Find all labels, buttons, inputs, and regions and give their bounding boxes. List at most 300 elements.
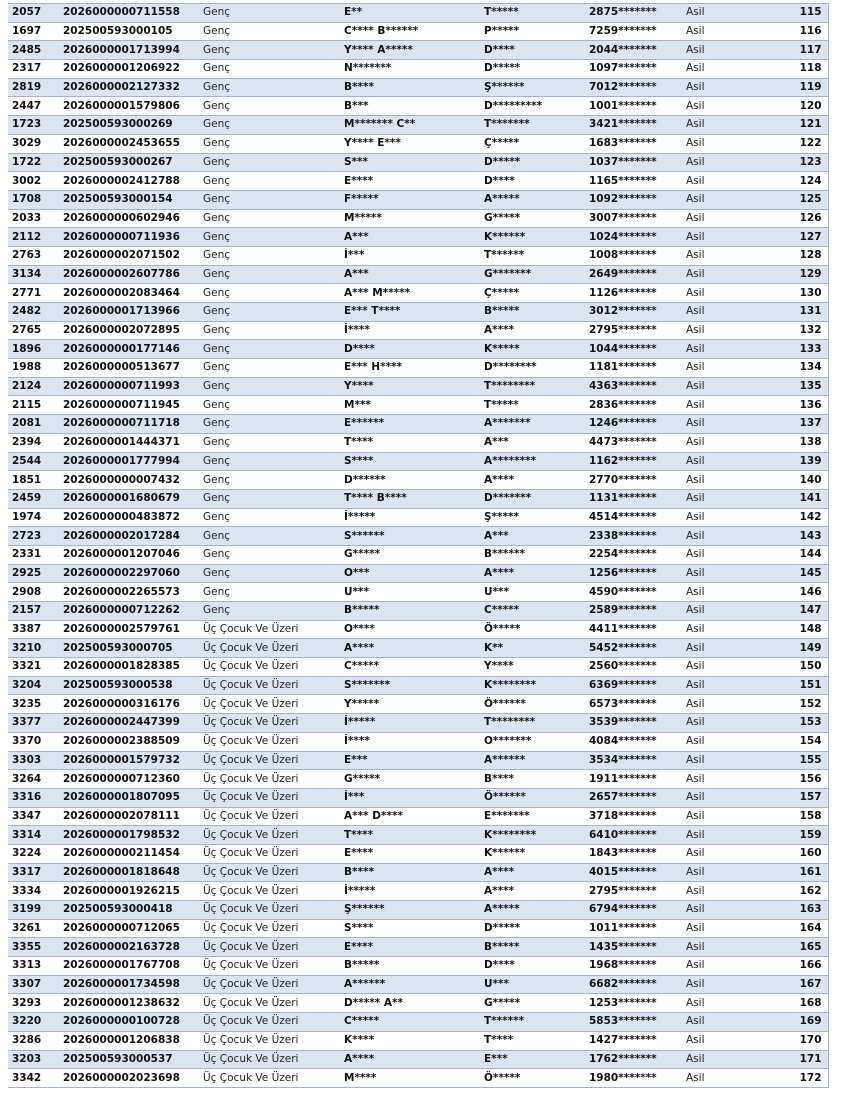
last-name-cell: Ö****** — [480, 695, 585, 714]
application-number-cell: 202500593000269 — [59, 116, 199, 135]
first-name-cell: E*** — [340, 751, 480, 770]
masked-id-cell: 6794******* — [585, 901, 682, 920]
rank-cell: 168 — [792, 994, 828, 1013]
masked-id-cell: 2560******* — [585, 658, 682, 677]
status-cell: Asil — [682, 97, 792, 116]
first-name-cell: A**** — [340, 639, 480, 658]
masked-id-cell: 1968******* — [585, 957, 682, 976]
application-number-cell: 2026000000211454 — [59, 844, 199, 863]
rank-cell: 157 — [792, 788, 828, 807]
rank-cell: 124 — [792, 172, 828, 191]
masked-id-cell: 6410******* — [585, 826, 682, 845]
rank-cell: 151 — [792, 676, 828, 695]
first-name-cell: İ***** — [340, 714, 480, 733]
applicant-id-cell: 1722 — [8, 153, 59, 172]
category-cell: Genç — [199, 340, 340, 359]
application-number-cell: 2026000001680679 — [59, 489, 199, 508]
masked-id-cell: 2795******* — [585, 882, 682, 901]
category-cell: Genç — [199, 284, 340, 303]
table-row — [8, 359, 828, 378]
first-name-cell: M*** — [340, 396, 480, 415]
last-name-cell: A**** — [480, 564, 585, 583]
status-cell: Asil — [682, 975, 792, 994]
table-row — [8, 78, 828, 97]
category-cell: Genç — [199, 303, 340, 322]
first-name-cell: S****** — [340, 527, 480, 546]
applicant-id-cell: 3355 — [8, 938, 59, 957]
category-cell: Genç — [199, 527, 340, 546]
last-name-cell: T***** — [480, 4, 585, 23]
rank-cell: 164 — [792, 919, 828, 938]
application-number-cell: 2026000002265573 — [59, 583, 199, 602]
application-number-cell: 2026000002017284 — [59, 527, 199, 546]
table-row — [8, 751, 828, 770]
masked-id-cell: 2795******* — [585, 321, 682, 340]
status-cell: Asil — [682, 602, 792, 621]
status-cell: Asil — [682, 228, 792, 247]
last-name-cell: B***** — [480, 938, 585, 957]
masked-id-cell: 5452******* — [585, 639, 682, 658]
masked-id-cell: 3421******* — [585, 116, 682, 135]
table-row — [8, 807, 828, 826]
first-name-cell: F***** — [340, 190, 480, 209]
rank-cell: 135 — [792, 377, 828, 396]
status-cell: Asil — [682, 676, 792, 695]
rank-cell: 149 — [792, 639, 828, 658]
applicant-id-cell: 2394 — [8, 433, 59, 452]
application-number-cell: 2026000000711936 — [59, 228, 199, 247]
masked-id-cell: 1427******* — [585, 1031, 682, 1050]
first-name-cell: D***** A** — [340, 994, 480, 1013]
first-name-cell: E**** — [340, 172, 480, 191]
masked-id-cell: 2657******* — [585, 788, 682, 807]
last-name-cell: Ç***** — [480, 284, 585, 303]
application-number-cell: 2026000002453655 — [59, 134, 199, 153]
rank-cell: 137 — [792, 415, 828, 434]
status-cell: Asil — [682, 994, 792, 1013]
category-cell: Üç Çocuk Ve Üzeri — [199, 788, 340, 807]
table-row — [8, 527, 828, 546]
rank-cell: 141 — [792, 489, 828, 508]
first-name-cell: İ*** — [340, 788, 480, 807]
category-cell: Genç — [199, 228, 340, 247]
category-cell: Genç — [199, 489, 340, 508]
application-number-cell: 2026000000711558 — [59, 4, 199, 23]
first-name-cell: A*** M***** — [340, 284, 480, 303]
table-row — [8, 938, 828, 957]
application-number-cell: 2026000000007432 — [59, 471, 199, 490]
first-name-cell: Y**** A***** — [340, 41, 480, 60]
first-name-cell: A*** — [340, 228, 480, 247]
category-cell: Üç Çocuk Ve Üzeri — [199, 975, 340, 994]
first-name-cell: G***** — [340, 770, 480, 789]
status-cell: Asil — [682, 807, 792, 826]
status-cell: Asil — [682, 153, 792, 172]
applicant-id-cell: 3316 — [8, 788, 59, 807]
applicant-id-cell: 3317 — [8, 863, 59, 882]
rank-cell: 150 — [792, 658, 828, 677]
last-name-cell: E*** — [480, 1050, 585, 1069]
status-cell: Asil — [682, 4, 792, 23]
results-table-body — [8, 4, 828, 1088]
last-name-cell: T***** — [480, 396, 585, 415]
category-cell: Üç Çocuk Ve Üzeri — [199, 938, 340, 957]
status-cell: Asil — [682, 396, 792, 415]
application-number-cell: 2026000001828385 — [59, 658, 199, 677]
rank-cell: 144 — [792, 545, 828, 564]
category-cell: Genç — [199, 172, 340, 191]
first-name-cell: Y***** — [340, 695, 480, 714]
category-cell: Genç — [199, 190, 340, 209]
table-row — [8, 545, 828, 564]
rank-cell: 115 — [792, 4, 828, 23]
masked-id-cell: 7012******* — [585, 78, 682, 97]
last-name-cell: A**** — [480, 471, 585, 490]
status-cell: Asil — [682, 583, 792, 602]
rank-cell: 127 — [792, 228, 828, 247]
application-number-cell: 202500593000105 — [59, 22, 199, 41]
table-row — [8, 321, 828, 340]
category-cell: Genç — [199, 583, 340, 602]
application-number-cell: 2026000000602946 — [59, 209, 199, 228]
table-row — [8, 41, 828, 60]
application-number-cell: 2026000002579761 — [59, 620, 199, 639]
rank-cell: 143 — [792, 527, 828, 546]
table-row — [8, 4, 828, 23]
last-name-cell: Ö***** — [480, 620, 585, 639]
status-cell: Asil — [682, 433, 792, 452]
last-name-cell: A******* — [480, 415, 585, 434]
application-number-cell: 2026000000712262 — [59, 602, 199, 621]
rank-cell: 142 — [792, 508, 828, 527]
first-name-cell: C**** B****** — [340, 22, 480, 41]
last-name-cell: T****** — [480, 246, 585, 265]
rank-cell: 169 — [792, 1013, 828, 1032]
category-cell: Genç — [199, 60, 340, 79]
status-cell: Asil — [682, 1031, 792, 1050]
rank-cell: 118 — [792, 60, 828, 79]
status-cell: Asil — [682, 788, 792, 807]
last-name-cell: T******** — [480, 377, 585, 396]
last-name-cell: D**** — [480, 172, 585, 191]
masked-id-cell: 4590******* — [585, 583, 682, 602]
status-cell: Asil — [682, 359, 792, 378]
table-row — [8, 844, 828, 863]
first-name-cell: K**** — [340, 1031, 480, 1050]
last-name-cell: A**** — [480, 882, 585, 901]
rank-cell: 146 — [792, 583, 828, 602]
masked-id-cell: 3534******* — [585, 751, 682, 770]
application-number-cell: 2026000001798532 — [59, 826, 199, 845]
last-name-cell: A***** — [480, 190, 585, 209]
first-name-cell: G***** — [340, 545, 480, 564]
rank-cell: 134 — [792, 359, 828, 378]
last-name-cell: A**** — [480, 863, 585, 882]
first-name-cell: M**** — [340, 1069, 480, 1088]
status-cell: Asil — [682, 321, 792, 340]
first-name-cell: O**** — [340, 620, 480, 639]
application-number-cell: 2026000001767708 — [59, 957, 199, 976]
table-row — [8, 508, 828, 527]
masked-id-cell: 1024******* — [585, 228, 682, 247]
rank-cell: 167 — [792, 975, 828, 994]
first-name-cell: T**** — [340, 433, 480, 452]
category-cell: Üç Çocuk Ve Üzeri — [199, 639, 340, 658]
status-cell: Asil — [682, 1013, 792, 1032]
applicant-id-cell: 3203 — [8, 1050, 59, 1069]
applicant-id-cell: 3313 — [8, 957, 59, 976]
applicant-id-cell: 2908 — [8, 583, 59, 602]
first-name-cell: A*** D**** — [340, 807, 480, 826]
status-cell: Asil — [682, 452, 792, 471]
masked-id-cell: 2044******* — [585, 41, 682, 60]
masked-id-cell: 4514******* — [585, 508, 682, 527]
first-name-cell: N******* — [340, 60, 480, 79]
table-row — [8, 901, 828, 920]
rank-cell: 129 — [792, 265, 828, 284]
applicant-id-cell: 2112 — [8, 228, 59, 247]
first-name-cell: E** — [340, 4, 480, 23]
table-row — [8, 564, 828, 583]
applicant-id-cell: 2765 — [8, 321, 59, 340]
last-name-cell: U*** — [480, 583, 585, 602]
status-cell: Asil — [682, 527, 792, 546]
masked-id-cell: 1181******* — [585, 359, 682, 378]
first-name-cell: D****** — [340, 471, 480, 490]
last-name-cell: K***** — [480, 340, 585, 359]
first-name-cell: Y**** E*** — [340, 134, 480, 153]
rank-cell: 152 — [792, 695, 828, 714]
status-cell: Asil — [682, 471, 792, 490]
status-cell: Asil — [682, 415, 792, 434]
last-name-cell: Ö****** — [480, 788, 585, 807]
last-name-cell: A*** — [480, 433, 585, 452]
category-cell: Üç Çocuk Ve Üzeri — [199, 826, 340, 845]
status-cell: Asil — [682, 265, 792, 284]
application-number-cell: 202500593000267 — [59, 153, 199, 172]
applicant-id-cell: 2033 — [8, 209, 59, 228]
rank-cell: 171 — [792, 1050, 828, 1069]
application-number-cell: 202500593000418 — [59, 901, 199, 920]
status-cell: Asil — [682, 1050, 792, 1069]
masked-id-cell: 1037******* — [585, 153, 682, 172]
rank-cell: 163 — [792, 901, 828, 920]
status-cell: Asil — [682, 190, 792, 209]
rank-cell: 147 — [792, 602, 828, 621]
masked-id-cell: 1435******* — [585, 938, 682, 957]
status-cell: Asil — [682, 826, 792, 845]
rank-cell: 125 — [792, 190, 828, 209]
category-cell: Üç Çocuk Ve Üzeri — [199, 714, 340, 733]
table-row — [8, 190, 828, 209]
table-row — [8, 116, 828, 135]
first-name-cell: İ***** — [340, 882, 480, 901]
application-number-cell: 2026000002388509 — [59, 732, 199, 751]
first-name-cell: E**** — [340, 938, 480, 957]
last-name-cell: B**** — [480, 770, 585, 789]
category-cell: Genç — [199, 265, 340, 284]
status-cell: Asil — [682, 60, 792, 79]
first-name-cell: S**** — [340, 919, 480, 938]
last-name-cell: U*** — [480, 975, 585, 994]
masked-id-cell: 4015******* — [585, 863, 682, 882]
rank-cell: 156 — [792, 770, 828, 789]
rank-cell: 130 — [792, 284, 828, 303]
masked-id-cell: 6682******* — [585, 975, 682, 994]
last-name-cell: B****** — [480, 545, 585, 564]
application-number-cell: 2026000001713966 — [59, 303, 199, 322]
first-name-cell: S******* — [340, 676, 480, 695]
rank-cell: 132 — [792, 321, 828, 340]
masked-id-cell: 1246******* — [585, 415, 682, 434]
applicant-id-cell: 3293 — [8, 994, 59, 1013]
masked-id-cell: 1253******* — [585, 994, 682, 1013]
category-cell: Üç Çocuk Ve Üzeri — [199, 1050, 340, 1069]
category-cell: Üç Çocuk Ve Üzeri — [199, 695, 340, 714]
category-cell: Genç — [199, 41, 340, 60]
rank-cell: 160 — [792, 844, 828, 863]
last-name-cell: K******** — [480, 676, 585, 695]
rank-cell: 154 — [792, 732, 828, 751]
application-number-cell: 2026000000712360 — [59, 770, 199, 789]
applicant-id-cell: 3261 — [8, 919, 59, 938]
last-name-cell: T**** — [480, 1031, 585, 1050]
first-name-cell: Y**** — [340, 377, 480, 396]
application-number-cell: 2026000000316176 — [59, 695, 199, 714]
applicant-id-cell: 1988 — [8, 359, 59, 378]
rank-cell: 128 — [792, 246, 828, 265]
first-name-cell: M******* C** — [340, 116, 480, 135]
table-row — [8, 695, 828, 714]
status-cell: Asil — [682, 134, 792, 153]
applicant-id-cell: 1851 — [8, 471, 59, 490]
table-row — [8, 788, 828, 807]
last-name-cell: E******* — [480, 807, 585, 826]
first-name-cell: İ**** — [340, 321, 480, 340]
first-name-cell: İ**** — [340, 732, 480, 751]
first-name-cell: D**** — [340, 340, 480, 359]
application-number-cell: 2026000002078111 — [59, 807, 199, 826]
rank-cell: 145 — [792, 564, 828, 583]
table-row — [8, 1031, 828, 1050]
category-cell: Genç — [199, 415, 340, 434]
table-row — [8, 265, 828, 284]
masked-id-cell: 1126******* — [585, 284, 682, 303]
table-row — [8, 22, 828, 41]
applicant-id-cell: 3321 — [8, 658, 59, 677]
category-cell: Genç — [199, 321, 340, 340]
masked-id-cell: 1256******* — [585, 564, 682, 583]
masked-id-cell: 1001******* — [585, 97, 682, 116]
applicant-id-cell: 2317 — [8, 60, 59, 79]
application-number-cell: 2026000002071502 — [59, 246, 199, 265]
applicant-id-cell: 3224 — [8, 844, 59, 863]
first-name-cell: B***** — [340, 602, 480, 621]
application-number-cell: 2026000001818648 — [59, 863, 199, 882]
first-name-cell: S**** — [340, 452, 480, 471]
table-row — [8, 732, 828, 751]
rank-cell: 138 — [792, 433, 828, 452]
first-name-cell: C***** — [340, 1013, 480, 1032]
status-cell: Asil — [682, 564, 792, 583]
category-cell: Genç — [199, 564, 340, 583]
category-cell: Üç Çocuk Ve Üzeri — [199, 807, 340, 826]
applicant-id-cell: 2819 — [8, 78, 59, 97]
application-number-cell: 2026000002412788 — [59, 172, 199, 191]
table-row — [8, 172, 828, 191]
category-cell: Üç Çocuk Ve Üzeri — [199, 732, 340, 751]
table-row — [8, 134, 828, 153]
last-name-cell: D******* — [480, 489, 585, 508]
first-name-cell: İ*** — [340, 246, 480, 265]
application-number-cell: 202500593000538 — [59, 676, 199, 695]
status-cell: Asil — [682, 751, 792, 770]
status-cell: Asil — [682, 22, 792, 41]
applicant-id-cell: 3210 — [8, 639, 59, 658]
applicant-id-cell: 2482 — [8, 303, 59, 322]
masked-id-cell: 4411******* — [585, 620, 682, 639]
table-row — [8, 826, 828, 845]
application-number-cell: 2026000002607786 — [59, 265, 199, 284]
table-row — [8, 228, 828, 247]
application-number-cell: 2026000001206922 — [59, 60, 199, 79]
table-row — [8, 658, 828, 677]
table-row — [8, 415, 828, 434]
applicant-id-cell: 3264 — [8, 770, 59, 789]
status-cell: Asil — [682, 377, 792, 396]
applicant-id-cell: 3134 — [8, 265, 59, 284]
last-name-cell: T******* — [480, 116, 585, 135]
application-number-cell: 2026000000483872 — [59, 508, 199, 527]
first-name-cell: B*** — [340, 97, 480, 116]
rank-cell: 119 — [792, 78, 828, 97]
table-row — [8, 770, 828, 789]
status-cell: Asil — [682, 714, 792, 733]
status-cell: Asil — [682, 340, 792, 359]
first-name-cell: S*** — [340, 153, 480, 172]
applicant-id-cell: 3342 — [8, 1069, 59, 1088]
rank-cell: 155 — [792, 751, 828, 770]
applicant-id-cell: 3387 — [8, 620, 59, 639]
last-name-cell: T****** — [480, 1013, 585, 1032]
status-cell: Asil — [682, 695, 792, 714]
rank-cell: 158 — [792, 807, 828, 826]
table-row — [8, 1069, 828, 1088]
masked-id-cell: 2875******* — [585, 4, 682, 23]
masked-id-cell: 2770******* — [585, 471, 682, 490]
application-number-cell: 2026000002447399 — [59, 714, 199, 733]
last-name-cell: T******** — [480, 714, 585, 733]
category-cell: Genç — [199, 359, 340, 378]
last-name-cell: D**** — [480, 41, 585, 60]
applicant-id-cell: 1697 — [8, 22, 59, 41]
applicant-id-cell: 1723 — [8, 116, 59, 135]
rank-cell: 170 — [792, 1031, 828, 1050]
applicant-id-cell: 3029 — [8, 134, 59, 153]
category-cell: Genç — [199, 396, 340, 415]
rank-cell: 117 — [792, 41, 828, 60]
table-row — [8, 489, 828, 508]
status-cell: Asil — [682, 284, 792, 303]
application-number-cell: 2026000001579806 — [59, 97, 199, 116]
status-cell: Asil — [682, 639, 792, 658]
category-cell: Üç Çocuk Ve Üzeri — [199, 1013, 340, 1032]
rank-cell: 161 — [792, 863, 828, 882]
status-cell: Asil — [682, 863, 792, 882]
category-cell: Üç Çocuk Ve Üzeri — [199, 1031, 340, 1050]
table-row — [8, 919, 828, 938]
applicant-id-cell: 2057 — [8, 4, 59, 23]
